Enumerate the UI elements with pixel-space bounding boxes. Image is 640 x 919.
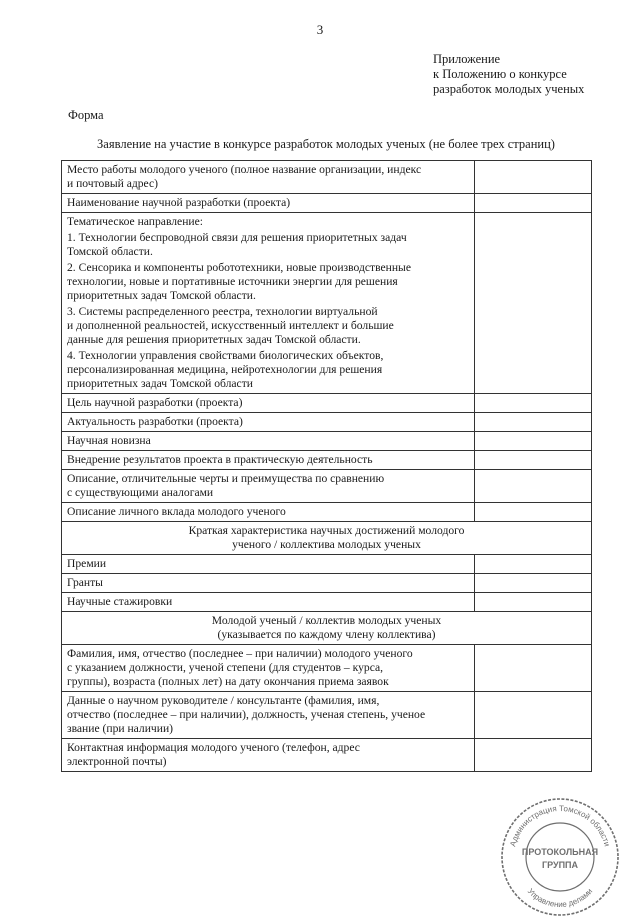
thematic-heading: Тематическое направление:	[67, 215, 203, 228]
row-label-grants: Гранты	[62, 574, 475, 593]
table-row	[62, 574, 592, 593]
form-label: Форма	[68, 108, 104, 122]
value-cell[interactable]	[475, 593, 592, 612]
stamp-outer-ring	[502, 799, 618, 915]
value-cell[interactable]	[475, 161, 592, 194]
value-cell[interactable]	[475, 692, 592, 739]
section-header-achievements: Краткая характеристика научных достижений молодого ученого / коллектива молодых ученых	[62, 522, 592, 555]
value-cell[interactable]	[475, 394, 592, 413]
value-cell[interactable]	[475, 470, 592, 503]
appendix-line: к Положению о конкурсе	[433, 67, 567, 81]
row-label-awards: Премии	[62, 555, 475, 574]
table-row	[62, 413, 592, 432]
value-cell[interactable]	[475, 574, 592, 593]
row-label-thematic-direction	[62, 213, 475, 394]
value-cell[interactable]	[475, 413, 592, 432]
row-label-internships: Научные стажировки	[62, 593, 475, 612]
appendix-line: разработок молодых ученых	[433, 82, 585, 96]
value-cell[interactable]	[475, 739, 592, 772]
row-label-workplace: Место работы молодого ученого (полное название организации, индекс и почтовый адрес)	[62, 161, 475, 194]
value-cell[interactable]	[475, 451, 592, 470]
table-row	[62, 451, 592, 470]
row-label-implementation: Внедрение результатов проекта в практическую деятельность	[62, 451, 475, 470]
stamp-center-line2: ГРУППА	[541, 860, 579, 870]
stamp-center-line1: ПРОТОКОЛЬНАЯ	[521, 847, 599, 857]
stamp-ring-text-bottom: Управление делами	[525, 886, 595, 910]
table-row	[62, 394, 592, 413]
table-row	[62, 522, 592, 555]
table-row	[62, 645, 592, 692]
row-label-supervisor: Данные о научном руководителе / консультанте (фамилия, имя, отчество (последнее – при наличии), должность, ученая степень, ученое звание (при наличии)	[62, 692, 475, 739]
value-cell[interactable]	[475, 503, 592, 522]
row-label-contacts: Контактная информация молодого ученого (телефон, адрес электронной почты)	[62, 739, 475, 772]
appendix-line: Приложение	[433, 52, 501, 66]
table-row	[62, 213, 592, 394]
row-label-relevance: Актуальность разработки (проекта)	[62, 413, 475, 432]
stamp-inner-ring	[526, 823, 594, 891]
table-row	[62, 432, 592, 451]
appendix-note	[433, 52, 584, 97]
value-cell[interactable]	[475, 213, 592, 394]
table-row	[62, 739, 592, 772]
table-row	[62, 555, 592, 574]
value-cell[interactable]	[475, 645, 592, 692]
thematic-item-2: 2. Сенсорика и компоненты робототехники, новые производственные технологии, новые и портативные источники энергии для решения приоритетных задач Томской области.	[67, 261, 411, 302]
official-stamp	[498, 795, 622, 919]
table-row	[62, 612, 592, 645]
table-row	[62, 593, 592, 612]
section-header-young-scientist: Молодой ученый / коллектив молодых ученых (указывается по каждому члену коллектива)	[62, 612, 592, 645]
thematic-item-4: 4. Технологии управления свойствами биологических объектов, персонализированная медицина, нейротехнологии для решения приоритетных задач Томской области	[67, 349, 384, 390]
value-cell[interactable]	[475, 555, 592, 574]
table-row	[62, 503, 592, 522]
row-label-contribution: Описание личного вклада молодого ученого	[62, 503, 475, 522]
table-row	[62, 161, 592, 194]
value-cell[interactable]	[475, 432, 592, 451]
document-title: Заявление на участие в конкурсе разработок молодых ученых (не более трех страниц)	[97, 137, 555, 151]
page-number: 3	[316, 22, 324, 37]
table-row	[62, 194, 592, 213]
value-cell[interactable]	[475, 194, 592, 213]
application-form-table	[61, 160, 592, 772]
row-label-novelty: Научная новизна	[62, 432, 475, 451]
thematic-item-3: 3. Системы распределенного реестра, технологии виртуальной и дополненной реальностей, искусственный интеллект и большие данные для решения приоритетных задач Томской области.	[67, 305, 394, 346]
thematic-item-1: 1. Технологии беспроводной связи для решения приоритетных задач Томской области.	[67, 231, 407, 258]
row-label-project-name: Наименование научной разработки (проекта)	[62, 194, 475, 213]
table-row	[62, 470, 592, 503]
stamp-ring-text-top: Администрация Томской области	[508, 803, 612, 848]
row-label-description: Описание, отличительные черты и преимущества по сравнению с существующими аналогами	[62, 470, 475, 503]
row-label-goal: Цель научной разработки (проекта)	[62, 394, 475, 413]
table-row	[62, 692, 592, 739]
row-label-full-name: Фамилия, имя, отчество (последнее – при наличии) молодого ученого с указанием должности, ученой степени (для студентов – курса, группы), возраста (полных лет) на дату окончания приема заявок	[62, 645, 475, 692]
